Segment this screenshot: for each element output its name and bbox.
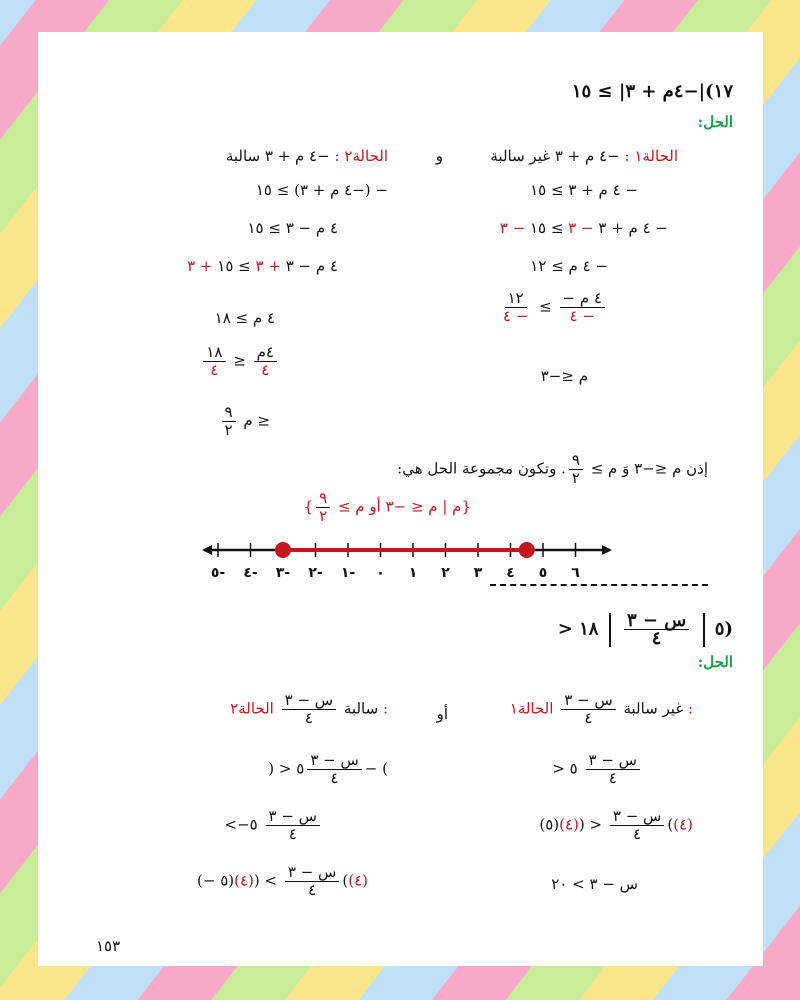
case1-step3: − ٤ م ≥ ١٢ [530, 257, 608, 275]
case1-step1: − ٤ م + ٣ ≥ ١٥ [530, 181, 638, 199]
problem-18: > ٥ $\frac{\text{س − ٣}}{٤}$ ١٨) [557, 610, 733, 649]
page-sheet [38, 32, 763, 966]
closed-point-left [275, 542, 291, 558]
tick-label: ٣- [275, 565, 291, 581]
section-divider [490, 584, 708, 586]
p18-case1-step1: > ٥ $\frac{\text{س − ٣}}{٤}$ [552, 752, 643, 787]
tick-label: ١ [408, 565, 418, 581]
tick-label: ٤ [506, 565, 515, 581]
solution-set-17: {م | م ≤ −٣ أو م ≥ $\frac{٩}{٢}$ } [303, 489, 471, 525]
case2-step3: ٤ م − ٣ + ٣ ≥ ١٥ + ٣ [187, 257, 338, 275]
page-number: ١٥٣ [96, 937, 121, 955]
tick-label: ٠ [376, 565, 385, 581]
solution-label-18: الحل: [697, 653, 733, 671]
p18-case1-step3: س − ٣ > ٢٠ [551, 875, 638, 893]
left-arrow-icon [202, 545, 212, 555]
right-arrow-icon [602, 545, 612, 555]
p18-case2-step1: ) > ٥ $\frac{\text{س − ٣}}{٤}$ − ( [268, 751, 388, 787]
tick-label: ٢- [308, 565, 323, 581]
conclusion-17: إذن م ≤−٣ وَ م ≥ $\frac{٩}{٢}$ . وتكون مجموعة الحل هي: [397, 451, 708, 487]
case1-header-18: غير سالبة $\frac{\text{س − ٣}}{٤}$ الحالة١ : [509, 691, 693, 727]
case2-step2: ٤ م − ٣ ≥ ١٥ [247, 219, 338, 237]
p18-case1-step2: (٥)(٤)) > $\frac{\text{س − ٣}}{٤}$ ((٤) [539, 807, 693, 843]
case2-step4: ٤ م ≥ ١٨ [214, 309, 275, 327]
tick-label: ٥- [210, 565, 226, 581]
tick-label: ٥ [538, 565, 548, 581]
tick-label: ٦ [571, 565, 580, 581]
p18-case2-step2: <−٥ $\frac{\text{س − ٣}}{٤}$ [225, 808, 323, 843]
conjunction-and: و [435, 147, 443, 165]
solution-label-17: الحل: [697, 113, 733, 131]
case1-step2: − ٤ م + ٣ − ٣ ≥ ١٥ − ٣ [499, 219, 668, 237]
case2-step1: − (−٤ م + ٣) ≥ ١٥ [255, 181, 388, 199]
tick-label: ٣ [473, 565, 483, 581]
problem-17: ١٧)|−٤م + ٣| ≥ ١٥ [571, 81, 733, 102]
case1-step4: $\frac{١٢}{٤ -}$ ≤ $\frac{\text{− ٤ م}}{٤ -}$ [497, 290, 608, 325]
tick-label: ١- [340, 565, 356, 581]
case2-step6: $\frac{٩}{٢}$ م ≥ [219, 404, 270, 439]
tick-label: ٤- [243, 565, 258, 581]
number-line [198, 532, 618, 582]
closed-point-right [519, 542, 535, 558]
tick-label: ٢ [441, 565, 450, 581]
case1-header-17: الحالة١ : −٤ م + ٣ غير سالبة [490, 147, 678, 165]
case2-header-17: الحالة٢ : −٤ م + ٣ سالبة [225, 147, 388, 165]
case1-step5: م ≤−٣ [540, 367, 588, 385]
conjunction-or: أو [436, 705, 448, 723]
case2-header-18: سالبة $\frac{\text{س − ٣}}{٤}$ الحالة٢ : [230, 691, 388, 727]
case2-step5: $\frac{١٨}{٤}$ ≥ $\frac{\text{٤م}}{٤}$ [200, 344, 280, 379]
p18-case2-step3: (− ٥)(٤)) < $\frac{\text{س − ٣}}{٤}$ ((٤) [197, 863, 368, 899]
